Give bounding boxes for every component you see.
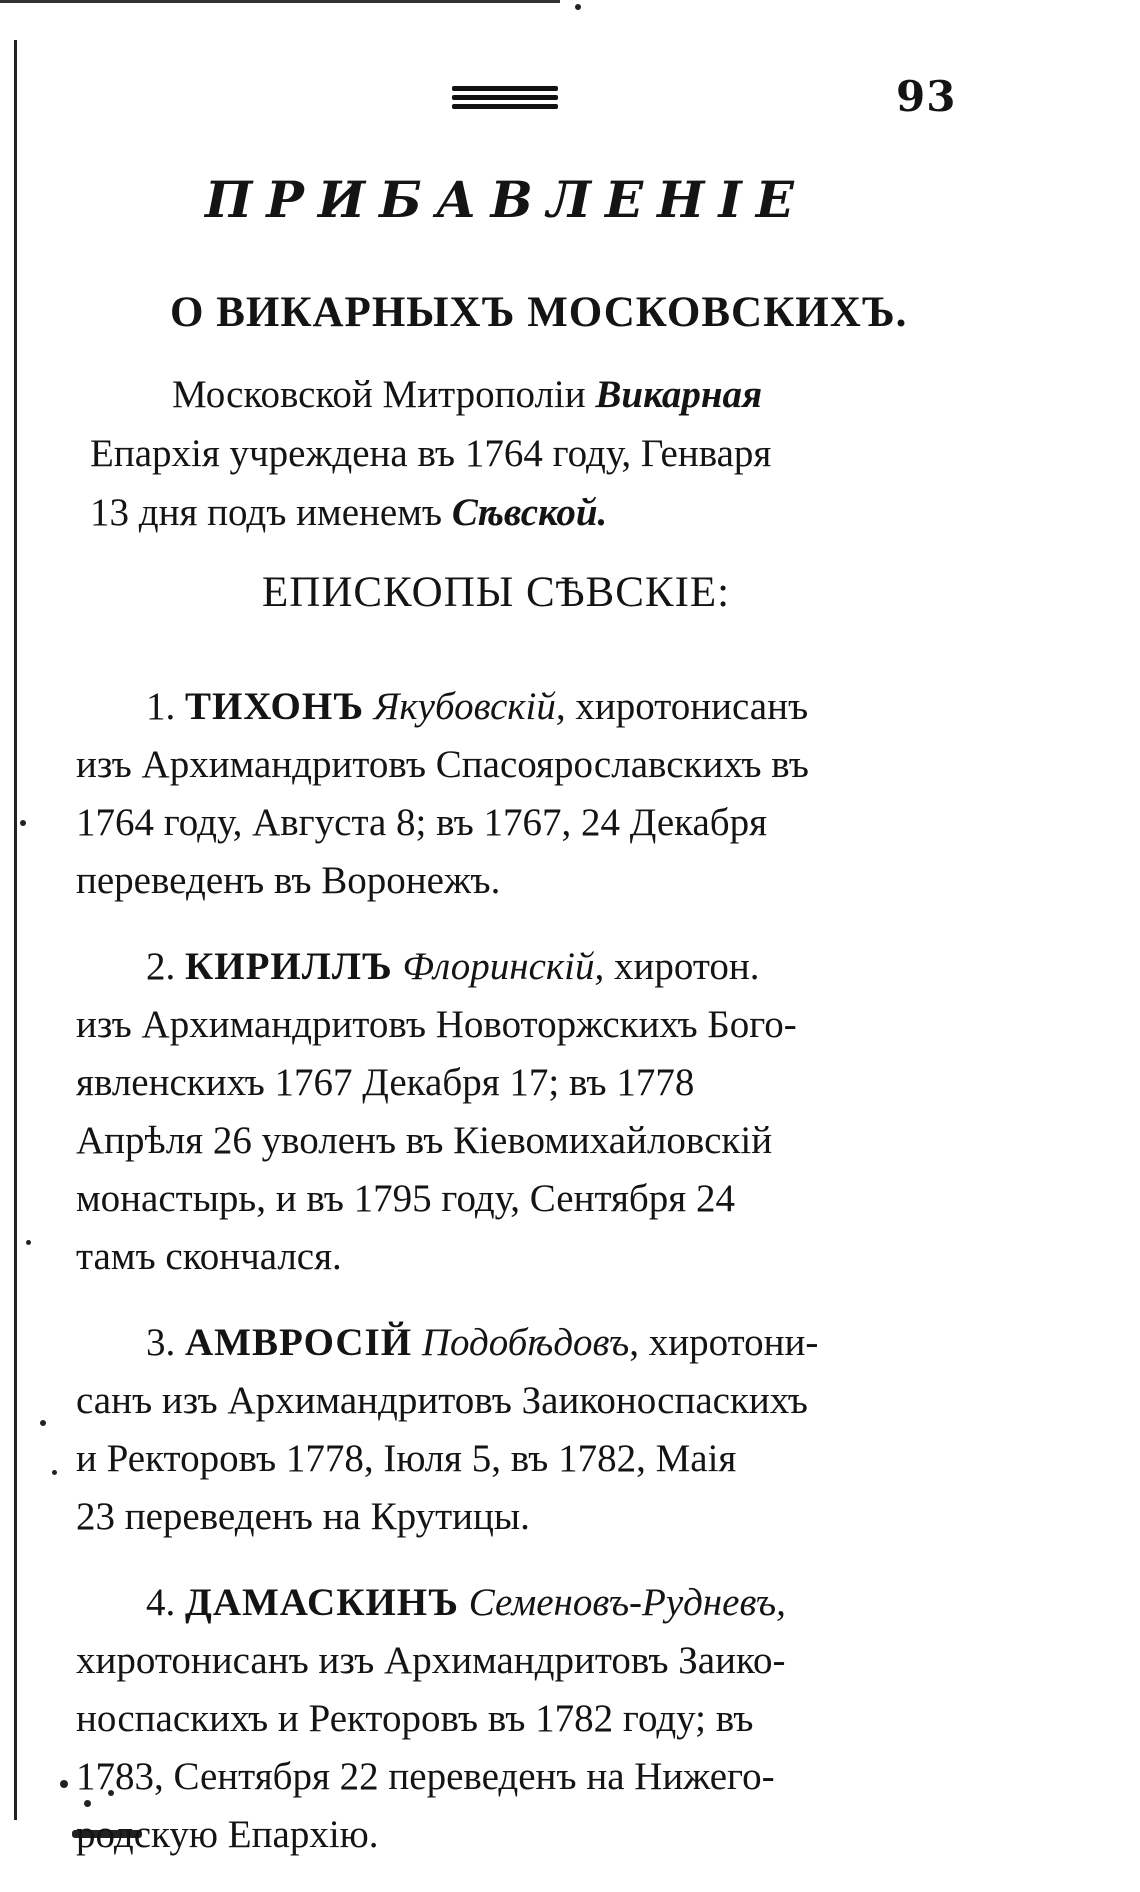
entry-number: 2. [146, 945, 176, 988]
entry-number: 3. [146, 1321, 176, 1364]
entry-first-line [76, 938, 961, 996]
bishop-surname: Семеновъ-Рудневъ, [468, 1581, 786, 1624]
intro-line: Епархія учреждена въ 1764 году, Генваря [90, 432, 772, 475]
page-subtitle: О ВИКАРНЫХЪ МОСКОВСКИХЪ. [170, 289, 908, 336]
bishop-entry-3 [76, 1314, 961, 1546]
bishop-surname: Подобѣдовъ [421, 1321, 630, 1364]
page-title: ПРИБАВЛЕНІЕ [205, 170, 808, 229]
bishop-entry-4 [76, 1574, 961, 1864]
entry-line: санъ изъ Архимандритовъ Заиконоспаскихъ [76, 1379, 808, 1422]
entry-line: тамъ скончался. [76, 1235, 342, 1278]
scan-speck [575, 4, 581, 10]
section-heading: ЕПИСКОПЫ СѢВСКІЕ: [262, 569, 731, 616]
entry-text: хиротонисанъ [565, 685, 809, 728]
entry-number: 4. [146, 1581, 176, 1624]
intro-paragraph [90, 365, 955, 542]
intro-text: Московской Митрополіи [172, 373, 596, 416]
intro-text: 13 дня подъ именемъ [90, 491, 452, 534]
entry-line: носпаскихъ и Ректоровъ въ 1782 году; въ [76, 1697, 754, 1740]
bishop-name: АМВРОСІЙ [185, 1321, 413, 1364]
entry-line: явленскихъ 1767 Декабря 17; въ 1778 [76, 1061, 695, 1104]
bishop-surname: Якубовскій, [373, 685, 566, 728]
scan-speck [52, 1470, 57, 1475]
entry-line: изъ Архимандритовъ Новоторжскихъ Бого- [76, 1003, 797, 1046]
top-edge-rule [0, 0, 560, 3]
entry-number: 1. [146, 685, 176, 728]
bishop-name: ТИХОНЪ [185, 685, 365, 728]
scan-speck [60, 1780, 68, 1788]
entry-line: 23 переведенъ на Крутицы. [76, 1495, 530, 1538]
entry-line: монастырь, и въ 1795 году, Сентября 24 [76, 1177, 735, 1220]
entry-line: родскую Епархію. [76, 1813, 379, 1856]
entry-line: хиротонисанъ изъ Архимандритовъ Заико- [76, 1639, 786, 1682]
intro-emphasis: Викарная [595, 373, 763, 416]
page-number: 93 [896, 72, 957, 121]
entry-first-line [76, 1574, 961, 1632]
bishop-name: КИРИЛЛЪ [185, 945, 393, 988]
header-ornament [452, 86, 558, 110]
bishops-list [76, 678, 961, 1892]
entry-text: , хиротони- [629, 1321, 819, 1364]
bishop-entry-1 [76, 678, 961, 910]
entry-line: переведенъ въ Воронежъ. [76, 859, 501, 902]
intro-emphasis: Сѣвской. [451, 491, 608, 534]
bishop-entry-2 [76, 938, 961, 1286]
intro-line [90, 365, 955, 424]
entry-first-line [76, 1314, 961, 1372]
entry-line: 1783, Сентября 22 переведенъ на Нижего- [76, 1755, 775, 1798]
entry-line: изъ Архимандритовъ Спасоярославскихъ въ [76, 743, 809, 786]
entry-text: хиротон. [604, 945, 760, 988]
entry-line: Апрѣля 26 уволенъ въ Кіевомихайловскій [76, 1119, 773, 1162]
bishop-name: ДАМАСКИНЪ [185, 1581, 459, 1624]
scan-speck [26, 1240, 31, 1245]
bishop-surname: Флоринскій, [402, 945, 605, 988]
scan-speck [20, 820, 26, 826]
intro-line [90, 483, 955, 542]
scan-speck [40, 1420, 46, 1426]
entry-first-line [76, 678, 961, 736]
entry-line: и Ректоровъ 1778, Іюля 5, въ 1782, Маія [76, 1437, 737, 1480]
binding-edge-rule [14, 40, 17, 1820]
entry-line: 1764 году, Августа 8; въ 1767, 24 Декабря [76, 801, 768, 844]
